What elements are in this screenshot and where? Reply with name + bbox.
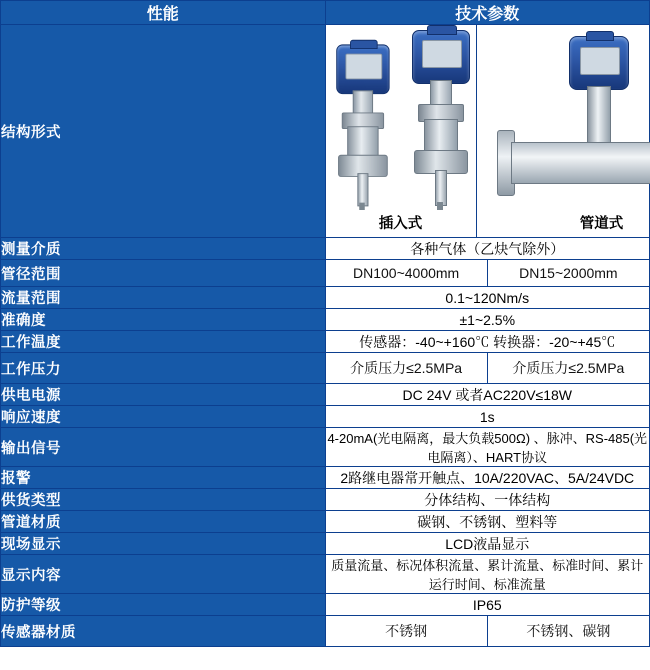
header-technical-parameters: 技术参数	[325, 1, 650, 25]
value-working-pressure	[325, 353, 650, 384]
table-row	[1, 384, 650, 406]
structure-images-cell	[325, 25, 650, 238]
pipeline-type-image	[477, 25, 650, 210]
table-row	[1, 511, 650, 533]
structure-pipeline-type	[477, 25, 650, 237]
table-row	[1, 406, 650, 428]
value-sensor-material-pipeline: 不锈钢、碳钢	[526, 623, 611, 639]
value-supply-type: 分体结构、一体结构	[325, 489, 650, 511]
label-power-supply: 供电电源	[1, 384, 326, 406]
label-measuring-medium: 测量介质	[1, 238, 326, 260]
label-flow-range: 流量范围	[1, 287, 326, 309]
table-row	[1, 260, 650, 287]
value-sensor-material-insertion: 不锈钢	[326, 616, 488, 646]
value-pipe-diameter-pipeline: DN15~2000mm	[519, 265, 618, 281]
insertion-probe-right-illustration	[404, 30, 476, 210]
label-sensor-material: 传感器材质	[1, 616, 326, 647]
label-accuracy: 准确度	[1, 309, 326, 331]
label-display-content: 显示内容	[1, 555, 326, 594]
structure-insertion-type	[326, 25, 477, 237]
table-row-structure	[1, 25, 650, 238]
value-pipe-diameter-range	[325, 260, 650, 287]
value-power-supply: DC 24V 或者AC220V≤18W	[325, 384, 650, 406]
label-pipe-diameter-range: 管径范围	[1, 260, 326, 287]
label-structure-form: 结构形式	[1, 25, 326, 238]
header-performance: 性能	[1, 1, 326, 25]
table-row	[1, 309, 650, 331]
value-working-pressure-insertion: 介质压力≤2.5MPa	[326, 353, 488, 383]
table-row	[1, 555, 650, 594]
value-local-display: LCD液晶显示	[325, 533, 650, 555]
pipeline-type-caption: 管道式	[579, 216, 624, 232]
value-working-pressure-pipeline: 介质压力≤2.5MPa	[512, 360, 625, 376]
table-row	[1, 331, 650, 353]
table-row	[1, 533, 650, 555]
label-output-signal: 输出信号	[1, 428, 326, 467]
table-row	[1, 594, 650, 616]
table-row	[1, 287, 650, 309]
value-measuring-medium: 各种气体（乙炔气除外）	[325, 238, 650, 260]
value-pipe-diameter-insertion: DN100~4000mm	[326, 260, 488, 286]
insertion-type-image	[326, 25, 476, 210]
table-header-row	[1, 1, 650, 25]
value-flow-range: 0.1~120Nm/s	[325, 287, 650, 309]
label-protection-level: 防护等级	[1, 594, 326, 616]
value-accuracy: ±1~2.5%	[325, 309, 650, 331]
value-display-content: 质量流量、标况体积流量、累计流量、标准时间、累计运行时间、标准流量	[325, 555, 650, 594]
label-pipe-material: 管道材质	[1, 511, 326, 533]
label-local-display: 现场显示	[1, 533, 326, 555]
value-sensor-material	[325, 616, 650, 647]
label-alarm: 报警	[1, 467, 326, 489]
label-response-speed: 响应速度	[1, 406, 326, 428]
pipeline-meter-illustration	[477, 30, 650, 210]
label-supply-type: 供货类型	[1, 489, 326, 511]
value-working-temperature: 传感器：-40~+160℃ 转换器：-20~+45℃	[325, 331, 650, 353]
label-working-temperature: 工作温度	[1, 331, 326, 353]
table-row	[1, 353, 650, 384]
table-row	[1, 238, 650, 260]
value-pipe-material: 碳钢、不锈钢、塑料等	[325, 511, 650, 533]
table-row	[1, 489, 650, 511]
label-working-pressure: 工作压力	[1, 353, 326, 384]
value-output-signal: 4-20mA(光电隔离，最大负载500Ω) 、脉冲、RS-485(光电隔离）、HART协议	[325, 428, 650, 467]
table-row	[1, 616, 650, 647]
table-row	[1, 428, 650, 467]
value-protection-level: IP65	[325, 594, 650, 616]
insertion-probe-left-illustration	[328, 44, 394, 210]
table-row	[1, 467, 650, 489]
value-alarm: 2路继电器常开触点、10A/220VAC、5A/24VDC	[325, 467, 650, 489]
value-response-speed: 1s	[325, 406, 650, 428]
insertion-type-caption: 插入式	[378, 216, 423, 232]
